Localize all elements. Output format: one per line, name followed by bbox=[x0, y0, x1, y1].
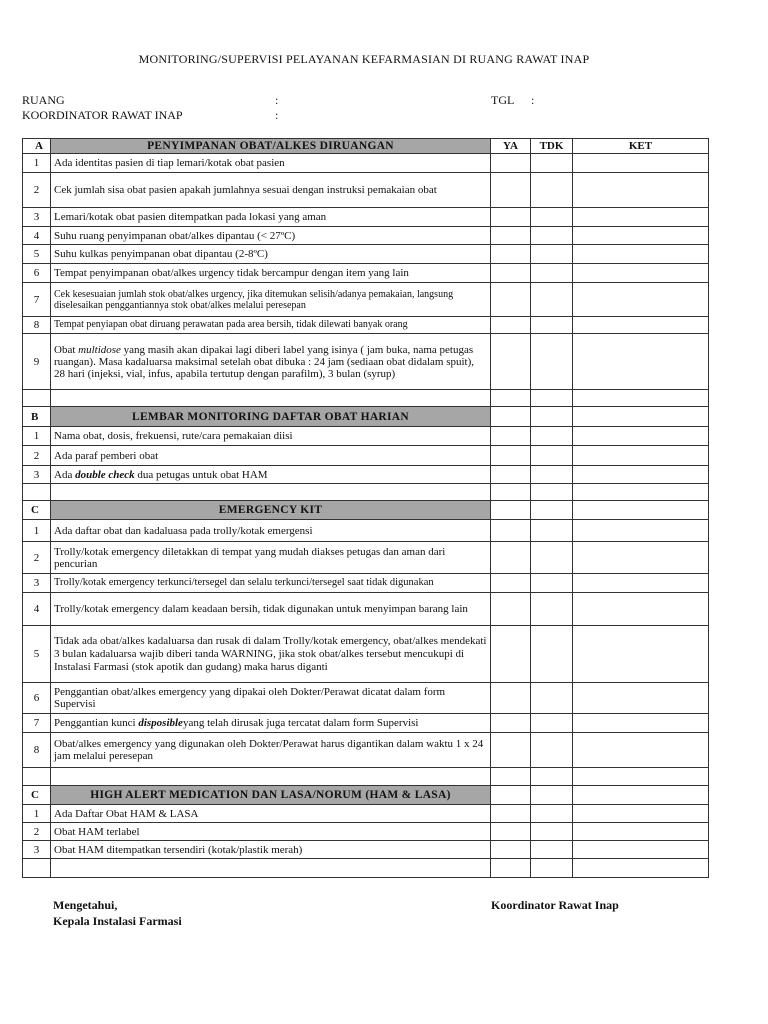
item-text: Tempat penyimpanan obat/alkes urgency tidak bercampur dengan item yang lain bbox=[51, 264, 491, 283]
ya-cell[interactable] bbox=[491, 841, 531, 859]
signature-left-line1: Mengetahui, bbox=[53, 898, 118, 912]
item-text: Suhu ruang penyimpanan obat/alkes dipantau (< 27ºC) bbox=[51, 227, 491, 245]
ket-cell[interactable] bbox=[573, 714, 709, 733]
tdk-cell[interactable] bbox=[531, 542, 573, 574]
section-letter: A bbox=[23, 139, 51, 154]
section-title: HIGH ALERT MEDICATION DAN LASA/NORUM (HAM & LASA) bbox=[51, 786, 491, 805]
ya-cell[interactable] bbox=[491, 334, 531, 390]
ya-cell[interactable] bbox=[491, 317, 531, 334]
ya-cell[interactable] bbox=[491, 593, 531, 626]
ya-cell[interactable] bbox=[491, 446, 531, 466]
ruang-label: RUANG bbox=[22, 93, 65, 107]
table-row bbox=[23, 334, 709, 390]
ket-cell[interactable] bbox=[573, 733, 709, 768]
column-ya: YA bbox=[491, 139, 531, 154]
item-number: 8 bbox=[23, 317, 51, 334]
table-row bbox=[23, 520, 709, 542]
ket-cell[interactable] bbox=[573, 173, 709, 208]
section-title: EMERGENCY KIT bbox=[51, 501, 491, 520]
ket-cell[interactable] bbox=[573, 574, 709, 593]
table-row bbox=[23, 317, 709, 334]
item-number: 6 bbox=[23, 683, 51, 714]
item-number: 3 bbox=[23, 466, 51, 484]
item-text: Ada paraf pemberi obat bbox=[51, 446, 491, 466]
item-text-post: yang masih akan dipakai lagi diberi label yang isinya ( jam buka, nama petugas ruangan). Masa kadaluarsa maksimal setelah obat dibuka : 24 jam (sediaan obat didalam spuit), 28 hari (injeksi, vial, infus, apabila tertutup dengan parafilm), 3 bulan (syrup) bbox=[54, 343, 475, 380]
item-text: Suhu kulkas penyimpanan obat dipantau (2-8ºC) bbox=[51, 245, 491, 264]
ket-cell[interactable] bbox=[573, 841, 709, 859]
spacer-row bbox=[23, 390, 709, 407]
ya-cell[interactable] bbox=[491, 542, 531, 574]
item-number: 4 bbox=[23, 227, 51, 245]
table-row bbox=[23, 208, 709, 227]
tdk-cell[interactable] bbox=[531, 714, 573, 733]
spacer-row bbox=[23, 859, 709, 878]
spacer-row bbox=[23, 768, 709, 786]
item-text bbox=[51, 334, 491, 390]
section-title: LEMBAR MONITORING DAFTAR OBAT HARIAN bbox=[51, 407, 491, 427]
ya-cell[interactable] bbox=[491, 714, 531, 733]
tdk-cell[interactable] bbox=[531, 227, 573, 245]
tdk-cell[interactable] bbox=[531, 208, 573, 227]
item-text-emphasis: double check bbox=[75, 468, 135, 481]
item-text-emphasis: disposible bbox=[138, 717, 183, 729]
ya-cell[interactable] bbox=[491, 154, 531, 173]
tdk-cell[interactable] bbox=[531, 593, 573, 626]
item-number: 8 bbox=[23, 733, 51, 768]
tdk-cell[interactable] bbox=[531, 733, 573, 768]
table-row bbox=[23, 574, 709, 593]
table-row bbox=[23, 245, 709, 264]
signature-left-line2: Kepala Instalasi Farmasi bbox=[53, 914, 182, 928]
ya-cell[interactable] bbox=[491, 733, 531, 768]
ya-cell[interactable] bbox=[491, 227, 531, 245]
table-row bbox=[23, 154, 709, 173]
table-row bbox=[23, 542, 709, 574]
table-row bbox=[23, 714, 709, 733]
ket-cell[interactable] bbox=[573, 626, 709, 683]
document-title: MONITORING/SUPERVISI PELAYANAN KEFARMASIAN DI RUANG RAWAT INAP bbox=[138, 52, 590, 66]
item-text: Obat HAM ditempatkan tersendiri (kotak/plastik merah) bbox=[51, 841, 491, 859]
item-text bbox=[51, 714, 491, 733]
table-row bbox=[23, 733, 709, 768]
tdk-cell[interactable] bbox=[531, 154, 573, 173]
tdk-cell[interactable] bbox=[531, 823, 573, 841]
item-text: Trolly/kotak emergency dalam keadaan bersih, tidak digunakan untuk menyimpan barang lain bbox=[51, 593, 491, 626]
item-number: 2 bbox=[23, 446, 51, 466]
item-text-post: dua petugas untuk obat HAM bbox=[134, 468, 268, 481]
item-number: 9 bbox=[23, 334, 51, 390]
ya-cell[interactable] bbox=[491, 173, 531, 208]
ya-cell[interactable] bbox=[491, 683, 531, 714]
item-text-emphasis: multidose bbox=[78, 343, 121, 356]
item-number: 5 bbox=[23, 245, 51, 264]
koordinator-colon: : bbox=[275, 108, 279, 122]
ket-cell[interactable] bbox=[573, 823, 709, 841]
item-number: 1 bbox=[23, 520, 51, 542]
item-text: Cek jumlah sisa obat pasien apakah jumlahnya sesuai dengan instruksi pemakaian obat bbox=[51, 173, 491, 208]
item-text: Obat/alkes emergency yang digunakan oleh Dokter/Perawat harus digantikan dalam waktu 1 x 24 jam melalui peresepan bbox=[51, 733, 491, 768]
ya-cell[interactable] bbox=[491, 283, 531, 317]
ket-cell[interactable] bbox=[573, 466, 709, 484]
table-row bbox=[23, 841, 709, 859]
ket-cell[interactable] bbox=[573, 520, 709, 542]
section-title: PENYIMPANAN OBAT/ALKES DIRUANGAN bbox=[51, 139, 491, 154]
item-text: Tempat penyiapan obat diruang perawatan pada area bersih, tidak dilewati banyak orang bbox=[51, 317, 491, 334]
item-number: 2 bbox=[23, 542, 51, 574]
item-text: Ada daftar obat dan kadaluasa pada trolly/kotak emergensi bbox=[51, 520, 491, 542]
ket-cell[interactable] bbox=[573, 245, 709, 264]
item-number: 1 bbox=[23, 805, 51, 823]
item-text: Penggantian obat/alkes emergency yang dipakai oleh Dokter/Perawat dicatat dalam form Supervisi bbox=[51, 683, 491, 714]
item-number: 2 bbox=[23, 823, 51, 841]
ya-cell[interactable] bbox=[491, 466, 531, 484]
table-row bbox=[23, 823, 709, 841]
section-letter: B bbox=[23, 407, 51, 427]
table-row bbox=[23, 805, 709, 823]
ya-cell[interactable] bbox=[491, 245, 531, 264]
item-number: 7 bbox=[23, 714, 51, 733]
ket-cell[interactable] bbox=[573, 805, 709, 823]
tdk-cell[interactable] bbox=[531, 334, 573, 390]
ket-cell[interactable] bbox=[573, 593, 709, 626]
item-text bbox=[51, 466, 491, 484]
item-number: 2 bbox=[23, 173, 51, 208]
signature-right-line1: Koordinator Rawat Inap bbox=[491, 898, 619, 912]
item-number: 1 bbox=[23, 427, 51, 446]
ket-cell[interactable] bbox=[573, 427, 709, 446]
tdk-cell[interactable] bbox=[531, 173, 573, 208]
section-a-header bbox=[23, 139, 709, 154]
ya-cell[interactable] bbox=[491, 264, 531, 283]
item-text: Ada Daftar Obat HAM & LASA bbox=[51, 805, 491, 823]
ket-cell[interactable] bbox=[573, 264, 709, 283]
ya-cell[interactable] bbox=[491, 823, 531, 841]
item-text: Obat HAM terlabel bbox=[51, 823, 491, 841]
tdk-cell[interactable] bbox=[531, 520, 573, 542]
item-text: Ada identitas pasien di tiap lemari/kotak obat pasien bbox=[51, 154, 491, 173]
ket-cell[interactable] bbox=[573, 446, 709, 466]
koordinator-label: KOORDINATOR RAWAT INAP bbox=[22, 108, 183, 122]
ket-cell[interactable] bbox=[573, 542, 709, 574]
section-b-header bbox=[23, 407, 709, 427]
tdk-cell[interactable] bbox=[531, 245, 573, 264]
table-row bbox=[23, 173, 709, 208]
table-row bbox=[23, 227, 709, 245]
spacer-row bbox=[23, 484, 709, 501]
tdk-cell[interactable] bbox=[531, 466, 573, 484]
tdk-cell[interactable] bbox=[531, 317, 573, 334]
tdk-cell[interactable] bbox=[531, 427, 573, 446]
ket-cell[interactable] bbox=[573, 154, 709, 173]
ya-cell[interactable] bbox=[491, 427, 531, 446]
item-number: 3 bbox=[23, 574, 51, 593]
section-letter: C bbox=[23, 501, 51, 520]
table-row bbox=[23, 264, 709, 283]
table-row bbox=[23, 446, 709, 466]
ket-cell[interactable] bbox=[573, 334, 709, 390]
column-ket: KET bbox=[573, 139, 709, 154]
section-letter: C bbox=[23, 786, 51, 805]
tdk-cell[interactable] bbox=[531, 574, 573, 593]
ya-cell[interactable] bbox=[491, 626, 531, 683]
ya-cell[interactable] bbox=[491, 574, 531, 593]
section-c-header bbox=[23, 501, 709, 520]
tdk-cell[interactable] bbox=[531, 805, 573, 823]
item-text: Trolly/kotak emergency terkunci/tersegel dan selalu terkunci/tersegel saat tidak digunakan bbox=[51, 574, 491, 593]
ya-cell[interactable] bbox=[491, 805, 531, 823]
tgl-label: TGL bbox=[491, 93, 515, 107]
ket-cell[interactable] bbox=[573, 283, 709, 317]
item-text-pre: Obat bbox=[54, 343, 79, 356]
ket-cell[interactable] bbox=[573, 227, 709, 245]
table-row bbox=[23, 683, 709, 714]
item-text: Lemari/kotak obat pasien ditempatkan pada lokasi yang aman bbox=[51, 208, 491, 227]
section-d-header bbox=[23, 786, 709, 805]
item-number: 4 bbox=[23, 593, 51, 626]
table-row bbox=[23, 427, 709, 446]
ket-cell[interactable] bbox=[573, 317, 709, 334]
ya-cell[interactable] bbox=[491, 208, 531, 227]
item-text-post: yang telah dirusak juga tercatat dalam form Supervisi bbox=[182, 717, 419, 729]
item-number: 7 bbox=[23, 283, 51, 317]
item-text-pre: Ada bbox=[54, 468, 76, 481]
table-row bbox=[23, 593, 709, 626]
ruang-colon: : bbox=[275, 93, 279, 107]
table-row bbox=[23, 283, 709, 317]
item-text: Trolly/kotak emergency diletakkan di tempat yang mudah diakses petugas dan aman dari pencurian bbox=[51, 542, 491, 574]
tdk-cell[interactable] bbox=[531, 626, 573, 683]
tdk-cell[interactable] bbox=[531, 683, 573, 714]
item-number: 5 bbox=[23, 626, 51, 683]
item-number: 6 bbox=[23, 264, 51, 283]
supervision-table bbox=[22, 138, 709, 878]
tgl-colon: : bbox=[531, 93, 535, 107]
item-number: 3 bbox=[23, 208, 51, 227]
tdk-cell[interactable] bbox=[531, 446, 573, 466]
item-text: Nama obat, dosis, frekuensi, rute/cara pemakaian diisi bbox=[51, 427, 491, 446]
table-row bbox=[23, 626, 709, 683]
item-text: Cek kesesuaian jumlah stok obat/alkes urgency, jika ditemukan selisih/adanya pemakaian, langsung diselesaikan penggantiannya stok obat/alkes melalui peresepan bbox=[51, 283, 491, 317]
tdk-cell[interactable] bbox=[531, 841, 573, 859]
tdk-cell[interactable] bbox=[531, 283, 573, 317]
tdk-cell[interactable] bbox=[531, 264, 573, 283]
ket-cell[interactable] bbox=[573, 208, 709, 227]
item-text: Tidak ada obat/alkes kadaluarsa dan rusak di dalam Trolly/kotak emergency, obat/alkes mendekati 3 bulan kadaluarsa wajib diberi tanda WARNING, jika stok obat/alkes tersebut mencukupi di Instalasi Farmasi (stok apotik dan gudang) maka harus diganti bbox=[51, 626, 491, 683]
item-number: 1 bbox=[23, 154, 51, 173]
table-row bbox=[23, 466, 709, 484]
item-number: 3 bbox=[23, 841, 51, 859]
ket-cell[interactable] bbox=[573, 683, 709, 714]
item-text-pre: Penggantian kunci bbox=[54, 717, 139, 729]
column-tdk: TDK bbox=[531, 139, 573, 154]
ya-cell[interactable] bbox=[491, 520, 531, 542]
